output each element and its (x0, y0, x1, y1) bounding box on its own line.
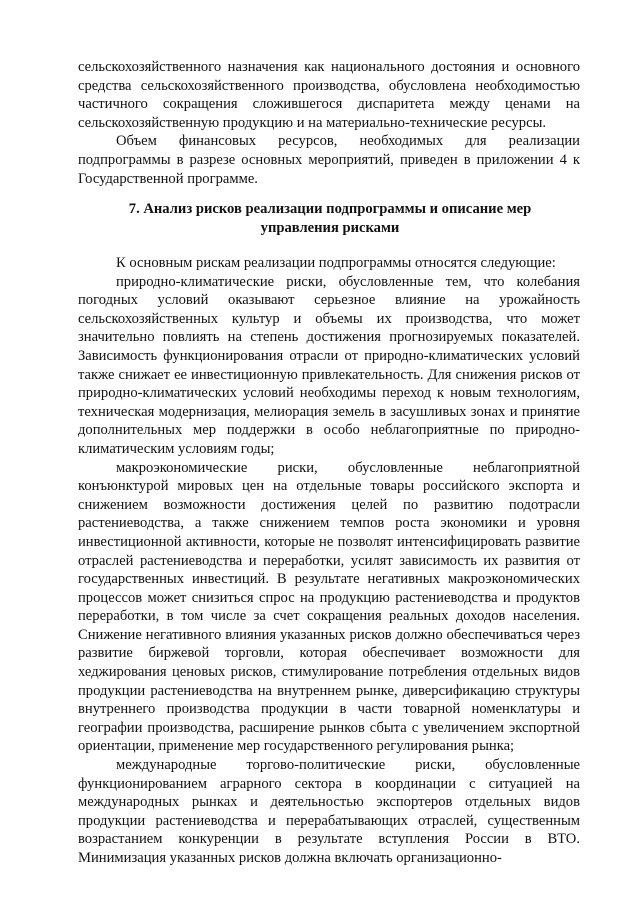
text-block-risks (78, 254, 580, 868)
paragraph-macroeconomic-risks: макроэкономические риски, обусловленные неблагоприятной конъюнктурой мировых цен на отдельные товары российского экспорта и снижением возможности достижения целей по развитию подотрасли растениеводства, а также снижением темпов роста экономики и уровня инвестиционной активности, которые не позволят интенсифицировать развитие отраслей растениеводства и переработки, усилят зависимость их развития от государственных инвестиций. В результате негативных макроэкономических процессов может снизиться спрос на продукцию растениеводства и продуктов переработки, в том числе за счет сокращения реальных доходов населения. Снижение негативного влияния указанных рисков должно обеспечиваться через развитие биржевой торговли, которая обеспечивает возможности для хеджирования ценовых рисков, стимулирование потребления отдельных видов продукции растениеводства на внутреннем рынке, диверсификацию структуры внутреннего производства продукции в части товарной номенклатуры и географии производства, расширение рынков сбыта с увеличением экспортной ориентации, применение мер государственного регулирования рынка; (78, 459, 580, 755)
paragraph-risks-intro: К основным рискам реализации подпрограммы относятся следующие: (116, 255, 556, 271)
paragraph-trade-political-risks: международные торгово-политические риски, обусловленные функционированием аграрного сектора в координации с ситуацией на международных рынках и деятельностью экспортеров отдельных видов продукции растениеводства и перерабатывающих отраслей, существенным возрастанием конкуренции в результате вступления России в ВТО. Минимизация указанных рисков должна включать организационно- (78, 757, 580, 866)
paragraph-continuation: сельскохозяйственного назначения как национального достояния и основного средства сельскохозяйственного производства, обусловлена необходимостью частичного сокращения сложившегося диспаритета между ценами на сельскохозяйственную продукцию и на материально-технические ресурсы. (78, 59, 580, 131)
paragraph-climate-risks: природно-климатические риски, обусловленные тем, что колебания погодных условий оказывают серьезное влияние на урожайность сельскохозяйственных культур и объемы их производства, что может значительно повлиять на степень достижения прогнозируемых показателей. Зависимость функционирования отрасли от природно-климатических условий также снижает ее инвестиционную привлекательность. Для снижения рисков от природно-климатических условий необходимы переход к новым технологиям, техническая модернизация, мелиорация земель в засушливых зонах и принятие дополнительных мер поддержки в особо неблагоприятные по природно-климатическим условиям годы; (78, 273, 580, 457)
section-heading: 7. Анализ рисков реализации подпрограммы и описание мер управления рисками (128, 201, 532, 236)
paragraph-financial-resources: Объем финансовых ресурсов, необходимых для реализации подпрограммы в разрезе основных мероприятий, приведен в приложении 4 к Государственной программе. (78, 133, 580, 187)
text-block-top (78, 58, 580, 188)
